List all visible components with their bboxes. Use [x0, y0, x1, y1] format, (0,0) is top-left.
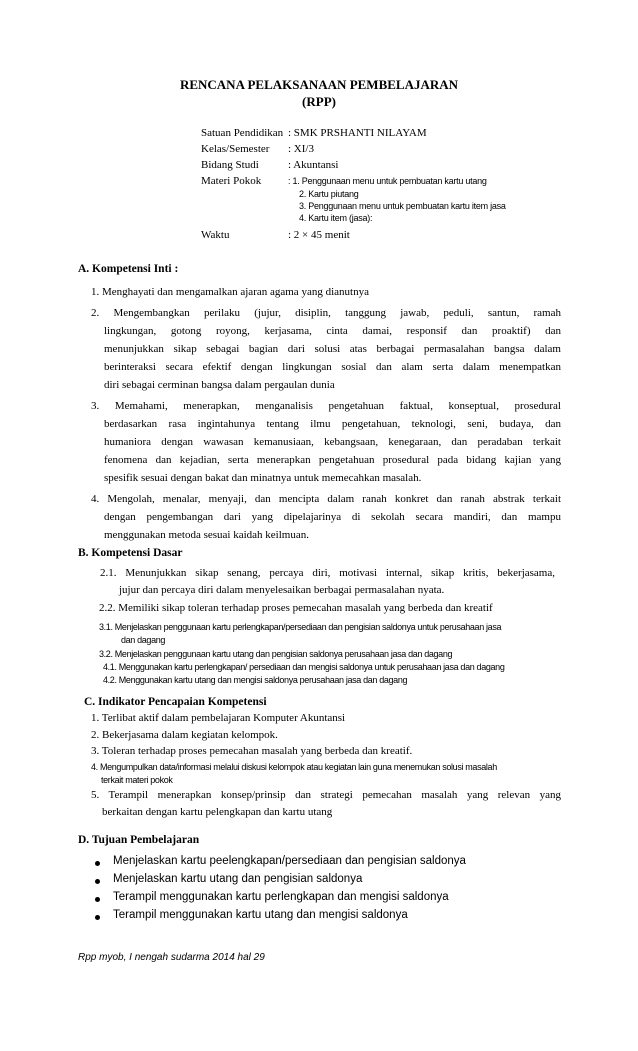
bullet-icon — [95, 915, 100, 920]
materi-item-1: : 1. Penggunaan menu untuk pembuatan kartu utang — [288, 176, 487, 186]
indikator-3: 3. Toleran terhadap proses pemecahan masalah yang berbeda dan kreatif. — [91, 745, 413, 757]
kd-2-1-line-2: jujur dan percaya diri dalam menyelesaikan berbagai permasalahan nyata. — [119, 584, 445, 596]
section-a-heading: A. Kompetensi Inti : — [78, 263, 179, 275]
ki-3-line-3: humaniora dengan wawasan kemanusiaan, kebangsaan, kenegaraan, dan peradaban terkait — [104, 436, 561, 448]
kd-4-1: 4.1. Menggunakan kartu perlengkapan/ persediaan dan mengisi saldonya untuk perusahaan jasa dan dagang — [103, 662, 505, 672]
tujuan-item: Menjelaskan kartu utang dan pengisian saldonya — [113, 873, 363, 885]
materi-label: Materi Pokok — [201, 175, 262, 187]
kd-2-1-line-1: 2.1. Menunjukkan sikap senang, percaya diri, motivasi internal, sikap kritis, bekerjasama, — [100, 567, 555, 579]
materi-item-4: 4. Kartu item (jasa): — [299, 213, 373, 223]
section-b-heading: B. Kompetensi Dasar — [78, 547, 183, 559]
materi-item-3: 3. Penggunaan menu untuk pembuatan kartu item jasa — [299, 201, 506, 211]
satuan-value: : SMK PRSHANTI NILAYAM — [288, 127, 427, 139]
kd-3-2: 3.2. Menjelaskan penggunaan kartu utang dan pengisian saldonya perusahaan jasa dan dagang — [99, 649, 453, 659]
ki-3-line-1: 3. Memahami, menerapkan, menganalisis pengetahuan faktual, konseptual, prosedural — [91, 400, 561, 412]
indikator-5-line-2: berkaitan dengan kartu pelengkapan dan kartu utang — [102, 806, 333, 818]
ki-3-line-2: berdasarkan rasa ingintahunya tentang ilmu pengetahuan, teknologi, seni, budaya, dan — [104, 418, 561, 430]
ki-2-line-5: diri sebagai cerminan bangsa dalam pergaulan dunia — [104, 379, 335, 391]
ki-3-line-4: fenomena dan kejadian, serta menerapkan pengetahuan prosedural pada bidang kajian yang — [104, 454, 561, 466]
waktu-label: Waktu — [201, 229, 230, 241]
indikator-4-line-1: 4. Mengumpulkan data/informasi melalui diskusi kelompok atau kegiatan lain guna menemukan solusi masalah — [91, 762, 497, 772]
page-footer: Rpp myob, I nengah sudarma 2014 hal 29 — [78, 952, 265, 963]
bullet-icon — [95, 861, 100, 866]
document-title: RENCANA PELAKSANAAN PEMBELAJARAN — [179, 77, 459, 92]
kelas-label: Kelas/Semester — [201, 143, 270, 155]
bullet-icon — [95, 897, 100, 902]
indikator-2: 2. Bekerjasama dalam kegiatan kelompok. — [91, 729, 278, 741]
ki-1: 1. Menghayati dan mengamalkan ajaran agama yang dianutnya — [91, 286, 369, 298]
kd-2-2: 2.2. Memiliki sikap toleran terhadap proses pemecahan masalah yang berbeda dan kreatif — [99, 602, 493, 614]
ki-4-line-3: menggunakan metoda sesuai kaidah keilmuan. — [104, 529, 309, 541]
ki-2-line-1: 2. Mengembangkan perilaku (jujur, disiplin, tanggung jawab, peduli, santun, ramah — [91, 307, 561, 319]
section-d-heading: D. Tujuan Pembelajaran — [78, 834, 200, 846]
satuan-label: Satuan Pendidikan — [201, 127, 284, 139]
ki-2-line-2: lingkungan, gotong royong, kerjasama, cinta damai, responsif dan proaktif) dan — [104, 325, 561, 337]
kd-3-1-line-2: dan dagang — [121, 635, 166, 645]
indikator-1: 1. Terlibat aktif dalam pembelajaran Komputer Akuntansi — [91, 712, 346, 724]
tujuan-item: Menjelaskan kartu peelengkapan/persediaan dan pengisian saldonya — [113, 855, 466, 867]
ki-3-line-5: spesifik sesuai dengan bakat dan minatnya untuk memecahkan masalah. — [104, 472, 422, 484]
ki-4-line-2: dengan pengembangan dari yang dipelajarinya di sekolah secara mandiri, dan mampu — [104, 511, 561, 523]
section-c-heading: C. Indikator Pencapaian Kompetensi — [84, 696, 267, 708]
indikator-4-line-2: terkait materi pokok — [101, 775, 173, 785]
indikator-5-line-1: 5. Terampil menerapkan konsep/prinsip dan strategi pemecahan masalah yang relevan yang — [91, 789, 561, 801]
tujuan-item: Terampil menggunakan kartu utang dan mengisi saldonya — [113, 909, 408, 921]
ki-2-line-3: menunjukkan sikap sebagai bagian dari solusi atas berbagai permasalahan bangsa dalam — [104, 343, 561, 355]
kd-3-1-line-1: 3.1. Menjelaskan penggunaan kartu perlengkapan/persediaan dan pengisian saldonya untuk perusahaan jasa — [99, 622, 502, 632]
bidang-label: Bidang Studi — [201, 159, 259, 171]
materi-item-2: 2. Kartu piutang — [299, 189, 359, 199]
bidang-value: : Akuntansi — [288, 159, 339, 171]
waktu-value: : 2 × 45 menit — [288, 229, 350, 241]
tujuan-item: Terampil menggunakan kartu perlengkapan dan mengisi saldonya — [113, 891, 449, 903]
document-subtitle: (RPP) — [302, 94, 336, 109]
bullet-icon — [95, 879, 100, 884]
kelas-value: : XI/3 — [288, 143, 314, 155]
kd-4-2: 4.2. Menggunakan kartu utang dan mengisi saldonya perusahaan jasa dan dagang — [103, 675, 408, 685]
ki-4-line-1: 4. Mengolah, menalar, menyaji, dan mencipta dalam ranah konkret dan ranah abstrak terkait — [91, 493, 561, 505]
ki-2-line-4: berinteraksi secara efektif dengan lingkungan sosial dan alam serta dalam menempatkan — [104, 361, 561, 373]
